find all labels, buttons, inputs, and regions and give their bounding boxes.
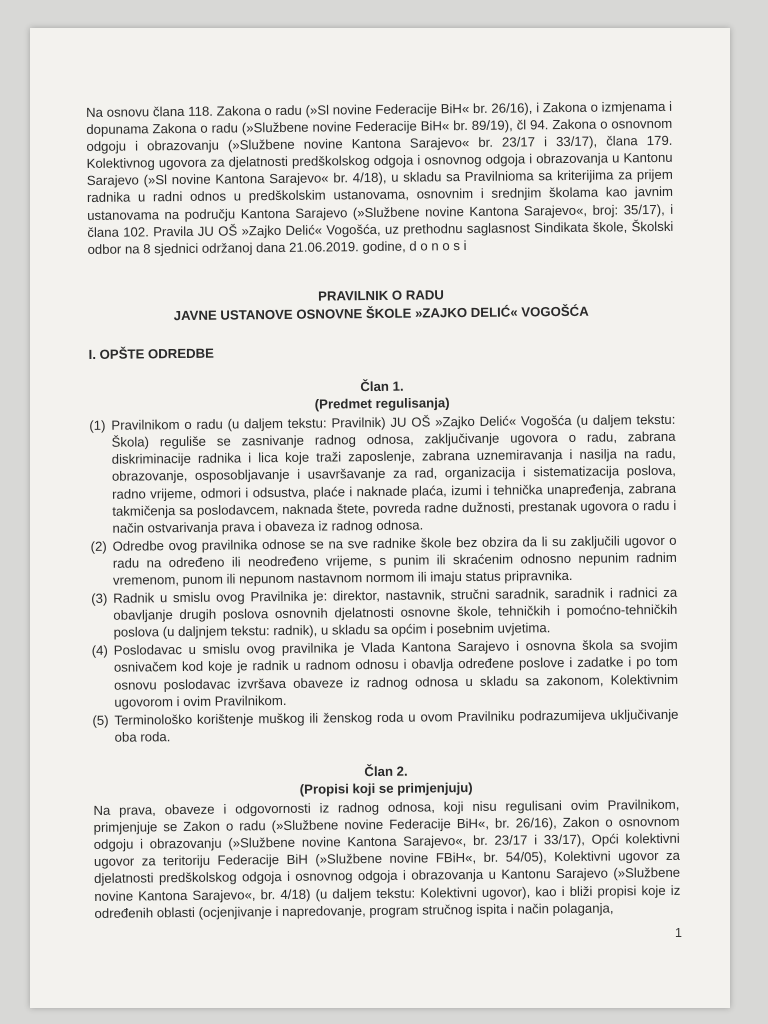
item-text: Terminološko korištenje muškog ili ženskog roda u ovom Pravilniku podrazumijeva uključivanje oba roda. — [114, 706, 679, 745]
item-text: Odredbe ovog pravilnika odnose se na sve radnike škole bez obzira da li su zaključili ugovor o radu na određeno ili neodređeno vrijeme, s punim ili skraćenim odnosno nepunim radnim vremenom, punom ili nepunom nastavnom normom ili imaju status pripravnika. — [112, 532, 677, 588]
article-1-item — [92, 706, 678, 746]
document-page — [30, 28, 730, 1008]
item-number: (2) — [90, 538, 107, 554]
item-number: (1) — [89, 417, 106, 434]
article-1-title: Član 1. — [360, 378, 404, 395]
article-2-subtitle: (Propisi koji se primjenjuju) — [299, 779, 473, 797]
article-1-item — [89, 411, 676, 537]
article-1-item — [91, 532, 678, 589]
title-line-1: PRAVILNIK O RADU — [318, 287, 444, 304]
article-2-paragraph: Na prava, obaveze i odgovornosti iz radnog odnosa, koji nisu regulisani ovim Pravilnikom, primjenjuje se Zakon o radu (»Službene novine Federacije BiH«, br. 26/16), Zakon o osnovnom odgoju i obrazovanju (»Službene novine Kantona Sarajevo«, br. 23/17 i 33/17), Opći kolektivni ugovor za teritoriju Federacije BiH (»Službene novine FBiH«, br. 54/05), Kolektivni ugovor za djelatnosti predškolskog odgoja i osnovnog odgoja i obrazovanja u Kantonu Sarajevo (»Službene novine Kantona Sarajevo«, br. 4/18) (u daljem tekstu: Kolektivni ugovor), kao i bliži propisi koje iz određenih oblasti (ocjenjivanje i napredovanje, program stručnog ispita i način polaganja, — [93, 796, 681, 921]
article-1-items — [89, 411, 678, 746]
item-number: (4) — [91, 643, 108, 659]
document-title — [88, 284, 674, 326]
article-2-title: Član 2. — [364, 763, 408, 780]
item-number: (3) — [91, 590, 108, 607]
item-text: Radnik u smislu ovog Pravilnika je: direktor, nastavnik, stručni saradnik, saradnik i radnici za obavljanje drugih poslova osnovnih djelatnosti osnovne škole, tehničkih i pomoćno-tehničkih poslova (u daljnjem tekstu: radnik), u skladu sa općim i posebnim uvjetima. — [113, 584, 678, 640]
document-content — [86, 98, 681, 922]
article-1-subtitle: (Predmet regulisanja) — [314, 395, 450, 412]
page-number: 1 — [675, 926, 682, 940]
item-number: (5) — [92, 712, 109, 728]
title-line-2: JAVNE USTANOVE OSNOVNE ŠKOLE »ZAJKO DELIĆ« VOGOŠĆA — [173, 303, 589, 323]
section-heading: I. OPŠTE ODREDBE — [88, 345, 215, 362]
item-text: Pravilnikom o radu (u daljem tekstu: Pravilnik) JU OŠ »Zajko Delić« Vogošća (u daljem tekstu: Škola) reguliše se zasnivanje radnog odnosa, zaključivanje ugovora o radu, zabrana diskriminacije radnika i lica koje traži zaposlenje, zabrana uznemiravanja i nasilja na radu, obrazovanje, osposobljavanje i usavršavanje za rad, organizacija i sistematizacija poslova, radno vrijeme, odmori i odsustva, plaće i naknade plaća, izumi i tehnička unapređenja, zabrana takmičenja sa poslodavcem, naknada štete, povreda radne dužnosti, prestanak ugovora o radu i način ostvarivanja prava i obaveza iz radnog odnosa. — [111, 411, 677, 536]
intro-paragraph: Na osnovu člana 118. Zakona o radu (»Sl novine Federacije BiH« br. 26/16), i Zakona o izmjenama i dopunama Zakona o radu (»Službene novine Federacije BiH« br. 89/19), čl 94. Zakona o osnovnom odgoju i obrazovanju (»Službene novine Kantona Sarajevo« br. 23/17 i 33/17), člana 179. Kolektivnog ugovora za djelatnosti predškolskog odgoja i osnovnog odgoja i obrazovanja u Kantonu Sarajevo (»Sl novine Kantona Sarajevo« br. 4/18), u skladu sa Pravilnioma sa kriterijima za prijem radnika u radni odnos u predškolskim ustanovama, osnovnim i srednjim školama kao javnim ustanovama na području Kantona Sarajevo (»Službene novine Kantona Sarajevo«, broj: 35/17), i člana 102. Pravila JU OŠ »Zajko Delić« Vogošća, uz prethodnu saglasnost Sindikata škole, Školski odbor na 8 sjednici održanoj dana 21.06.2019. godine, d o n o s i — [86, 98, 674, 257]
article-1-item — [92, 636, 679, 711]
item-text: Poslodavac u smislu ovog pravilnika je Vlada Kantona Sarajevo i osnovna škola sa svojim osnivačem kod koje je radnik u radnom odnosu i obavlja određene poslove i zadatke i po tom osnovu poslodavac izvršava obaveze iz radnog odnosa u skladu sa zakonom, Kolektivnim ugovorom i ovim Pravilnikom. — [113, 637, 679, 710]
article-1-item — [91, 584, 678, 641]
